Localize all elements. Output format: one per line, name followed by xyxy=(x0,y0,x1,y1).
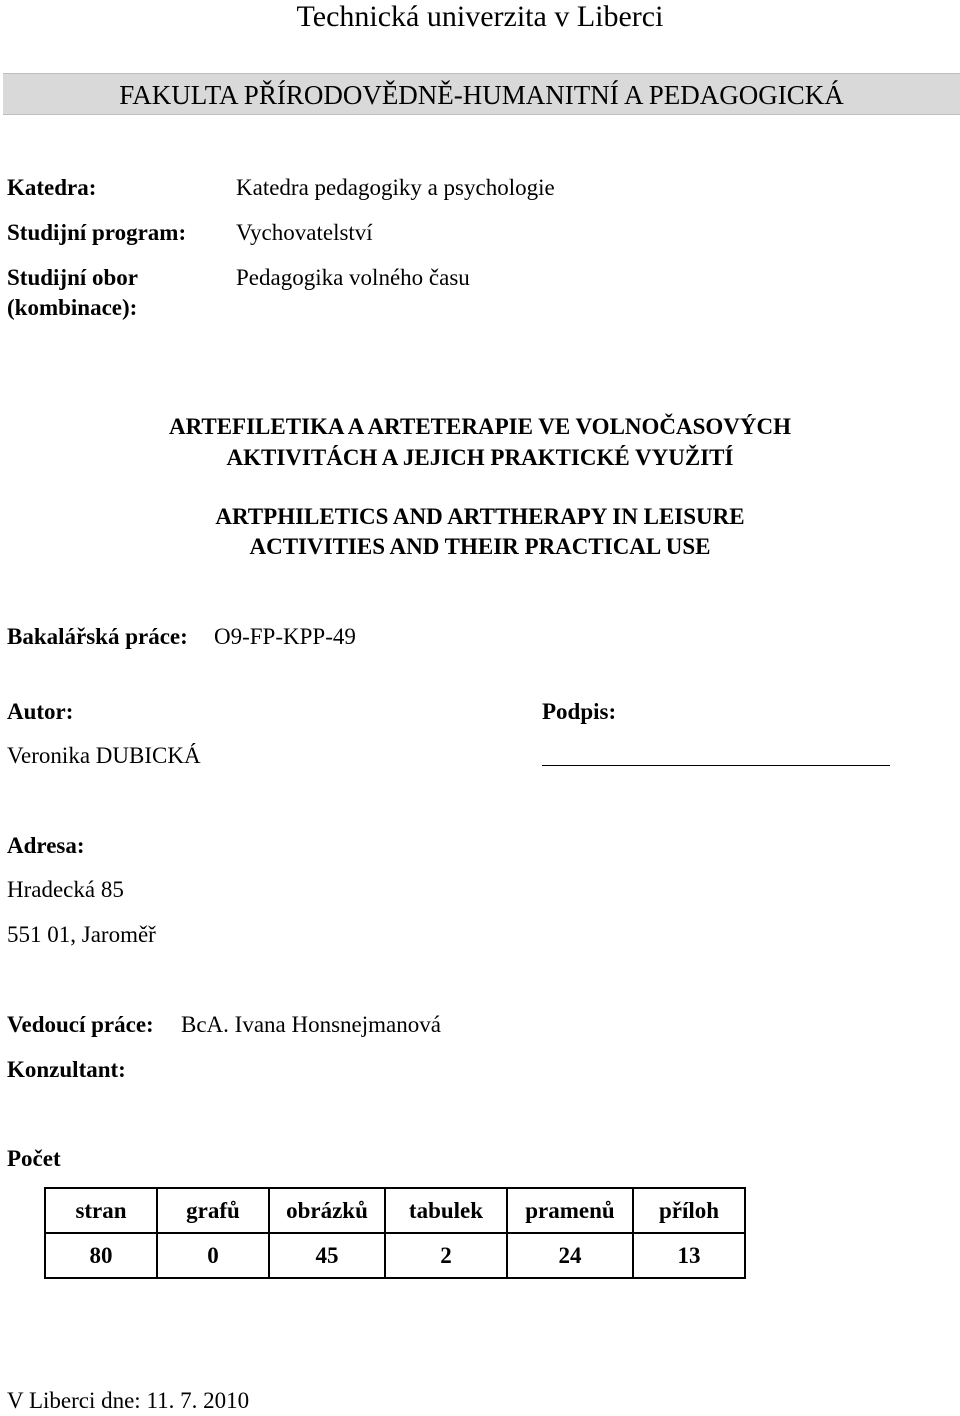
signature-line xyxy=(542,765,890,766)
program-label: Studijní program: xyxy=(7,220,187,245)
title-en-line2: ACTIVITIES AND THEIR PRACTICAL USE xyxy=(249,534,711,559)
value-pages: 80 xyxy=(45,1233,157,1278)
supervisor-name: BcA. Ivana Honsnejmanová xyxy=(181,1012,441,1037)
faculty-name: FAKULTA PŘÍRODOVĚDNĚ-HUMANITNÍ A PEDAGOGICKÁ xyxy=(119,80,844,110)
header-pages: stran xyxy=(45,1188,157,1233)
faculty-banner xyxy=(3,73,960,115)
value-sources: 24 xyxy=(507,1233,633,1278)
header-sources: pramenů xyxy=(507,1188,633,1233)
author-label: Autor: xyxy=(7,699,74,724)
department-value: Katedra pedagogiky a psychologie xyxy=(236,175,555,200)
header-images: obrázků xyxy=(269,1188,385,1233)
value-images: 45 xyxy=(269,1233,385,1278)
address-city: 551 01, Jaroměř xyxy=(7,922,156,947)
supervisor-label: Vedoucí práce: xyxy=(7,1012,154,1037)
thesis-code: O9-FP-KPP-49 xyxy=(214,624,356,649)
university-name: Technická univerzita v Liberci xyxy=(296,0,664,33)
author-name: Veronika DUBICKÁ xyxy=(7,743,201,768)
field-label-line2: (kombinace): xyxy=(7,295,138,320)
value-graphs: 0 xyxy=(157,1233,269,1278)
thesis-label: Bakalářská práce: xyxy=(7,624,188,649)
field-label-line1: Studijní obor xyxy=(7,265,139,290)
counts-label: Počet xyxy=(7,1146,61,1171)
address-label: Adresa: xyxy=(7,833,85,858)
department-label: Katedra: xyxy=(7,175,97,200)
counts-table xyxy=(44,1187,746,1279)
title-cz-line2: AKTIVITÁCH A JEJICH PRAKTICKÉ VYUŽITÍ xyxy=(226,445,734,470)
counts-value-row xyxy=(45,1233,745,1278)
signature-label: Podpis: xyxy=(542,699,617,724)
program-value: Vychovatelství xyxy=(236,220,373,245)
header-tables: tabulek xyxy=(385,1188,507,1233)
consultant-label: Konzultant: xyxy=(7,1057,126,1082)
title-en-line1: ARTPHILETICS AND ARTTHERAPY IN LEISURE xyxy=(215,504,745,529)
place-date: V Liberci dne: 11. 7. 2010 xyxy=(7,1388,250,1413)
address-street: Hradecká 85 xyxy=(7,877,124,902)
field-value: Pedagogika volného času xyxy=(236,265,470,290)
value-attachments: 13 xyxy=(633,1233,745,1278)
header-attachments: příloh xyxy=(633,1188,745,1233)
header-graphs: grafů xyxy=(157,1188,269,1233)
counts-header-row xyxy=(45,1188,745,1233)
value-tables: 2 xyxy=(385,1233,507,1278)
title-cz-line1: ARTEFILETIKA A ARTETERAPIE VE VOLNOČASOVÝCH xyxy=(168,414,792,439)
